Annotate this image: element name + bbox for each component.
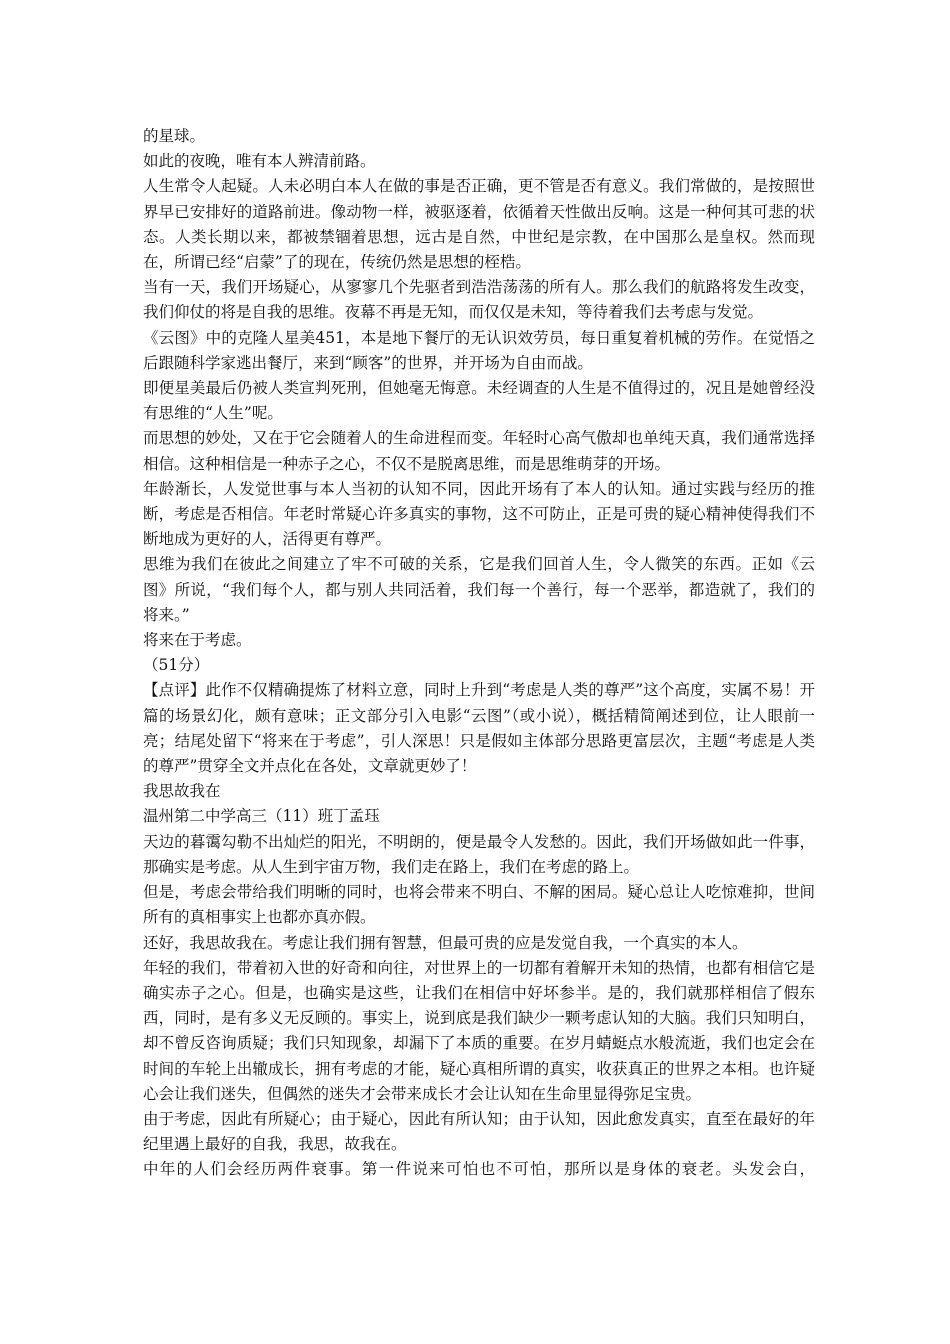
paragraph: 当有一天，我们开场疑心，从寥寥几个先驱者到浩浩荡荡的所有人。那么我们的航路将发生改变，我们仰仗的将是自我的思维。夜幕不再是无知，而仅仅是未知，等待着我们去考虑与发觉。: [143, 278, 815, 322]
paragraph: 如此的夜晚，唯有本人辨清前路。: [143, 152, 376, 171]
paragraph: 还好，我思故我在。考虑让我们拥有智慧，但最可贵的应是发觉自我，一个真实的本人。: [143, 933, 748, 952]
document-body: [143, 124, 815, 1183]
essay-author: 温州第二中学高三（11）班丁孟珏: [143, 807, 380, 826]
paragraph: 《云图》中的克隆人星美451，本是地下餐厅的无认识效劳员，每日重复着机械的劳作。在觉悟之后跟随科学家逃出餐厅，来到“顾客”的世界，并开场为自由而战。: [143, 328, 815, 372]
essay-title: 我思故我在: [143, 782, 221, 801]
paragraph: 但是，考虑会带给我们明晰的同时，也将会带来不明白、不解的困局。疑心总让人吃惊难抑，世间所有的真相事实上也都亦真亦假。: [143, 883, 815, 927]
paragraph: 年轻的我们，带着初入世的好奇和向往，对世界上的一切都有着解开未知的热情，也都有相信它是确实赤子之心。但是，也确实是这些，让我们在相信中好坏参半。是的，我们就那样相信了假东西，同时，是有多义无反顾的。事实上，说到底是我们缺少一颗考虑认知的大脑。我们只知明白，却不曾反咨询质疑；我们只知现象，却漏下了本质的重要。在岁月蜻蜓点水般流逝，我们也定会在时间的车轮上出辙成长，拥有考虑的才能，疑心真相所谓的真实，收获真正的世界之本相。也许疑心会让我们迷失，但偶然的迷失才会带来成长才会让认知在生命里显得弥足宝贵。: [143, 958, 815, 1103]
paragraph: 思维为我们在彼此之间建立了牢不可破的关系，它是我们回首人生，令人微笑的东西。正如《云图》所说，“我们每个人，都与别人共同活着，我们每一个善行，每一个恶举，都造就了，我们的将来。”: [143, 555, 815, 624]
paragraph: 即便星美最后仍被人类宣判死刑，但她毫无悔意。未经调查的人生是不值得过的，况且是她曾经没有思维的“人生”呢。: [143, 379, 815, 423]
score-line: （51分）: [143, 656, 210, 675]
paragraph: 中年的人们会经历两件衰事。第一件说来可怕也不可怕，那所以是身体的衰老。头发会白，: [143, 1160, 815, 1179]
commentary-paragraph: 【点评】此作不仅精确提炼了材料立意，同时上升到“考虑是人类的尊严”这个高度，实属不易！开篇的场景幻化，颇有意味；正文部分引入电影“云图”（或小说），概括精简阐述到位，让人眼前一亮；结尾处留下“将来在于考虑”，引人深思！只是假如主体部分思路更富层次，主题“考虑是人类的尊严”贯穿全文并点化在各处，文章就更妙了！: [143, 681, 815, 776]
paragraph: 的星球。: [143, 127, 206, 145]
paragraph: 将来在于考虑。: [143, 631, 252, 650]
paragraph: 人生常令人起疑。人未必明白本人在做的事是否正确，更不管是否有意义。我们常做的，是按照世界早已安排好的道路前进。像动物一样，被驱逐着，依循着天性做出反响。这是一种何其可悲的状态。人类长期以来，都被禁锢着思想，远古是自然，中世纪是宗教，在中国那么是皇权。然而现在，所谓已经“启蒙”了的现在，传统仍然是思想的桎梏。: [143, 177, 815, 272]
paragraph: 年龄渐长，人发觉世事与本人当初的认知不同，因此开场有了本人的认知。通过实践与经历的推断，考虑是否相信。年老时常疑心许多真实的事物，这不可防止，正是可贵的疑心精神使得我们不断地成为更好的人，活得更有尊严。: [143, 479, 815, 549]
paragraph: 由于考虑，因此有所疑心；由于疑心，因此有所认知；由于认知，因此愈发真实，直至在最好的年纪里遇上最好的自我，我思，故我在。: [143, 1109, 815, 1154]
paragraph: 天边的暮霭勾勒不出灿烂的阳光，不明朗的，便是最令人发愁的。因此，我们开场做如此一件事，那确实是考虑。从人生到宇宙万物，我们走在路上，我们在考虑的路上。: [143, 832, 815, 876]
paragraph: 而思想的妙处，又在于它会随着人的生命进程而变。年轻时心高气傲却也单纯天真，我们通常选择相信。这种相信是一种赤子之心，不仅不是脱离思维，而是思维萌芽的开场。: [143, 429, 815, 473]
